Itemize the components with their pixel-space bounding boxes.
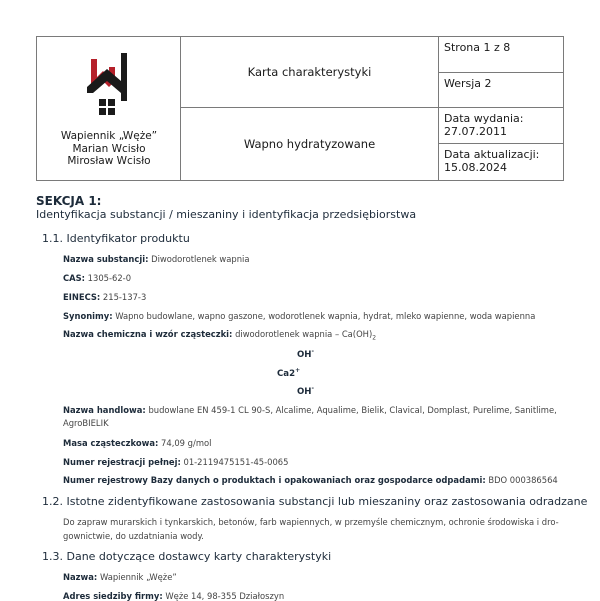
section-title: SEKCJA 1: bbox=[36, 194, 102, 208]
company-logo-icon bbox=[87, 53, 131, 123]
version: Wersja 2 bbox=[439, 73, 563, 108]
logo-cell bbox=[37, 37, 181, 180]
formula-text: OH bbox=[297, 349, 312, 360]
section-subtitle: Identyfikacja substancji / mieszaniny i identyfikacja przedsiębiorstwa bbox=[36, 208, 417, 221]
cas-row bbox=[63, 273, 131, 283]
formula-oh-top bbox=[297, 348, 314, 360]
issue-date bbox=[439, 108, 563, 144]
field-value: budowlane EN 459-1 CL 90-S, Alcalime, Aqualime, Bielik, Clavical, Domplast, Purelime, Sanitlime, bbox=[145, 405, 557, 415]
field-label: Numer rejestrowy Bazy danych o produktach i opakowaniach oraz gospodarce odpadami: bbox=[63, 475, 486, 485]
formula-sup: + bbox=[295, 367, 301, 374]
field-label: Nazwa substancji: bbox=[63, 254, 149, 264]
substance-name-row bbox=[63, 254, 250, 264]
trade-name-row-cont: AgroBIELIK bbox=[63, 418, 109, 428]
synonyms-row bbox=[63, 311, 535, 321]
uses-line-2: gownictwie, do uzdatniania wody. bbox=[63, 531, 204, 541]
supplier-name-row bbox=[63, 572, 177, 582]
formula-sup: - bbox=[311, 385, 314, 392]
update-date-value: 15.08.2024 bbox=[444, 161, 507, 174]
update-date bbox=[439, 144, 563, 180]
trade-name-row bbox=[63, 405, 557, 415]
field-label: Nazwa chemiczna i wzór cząsteczki: bbox=[63, 329, 233, 339]
formula-text: Ca2 bbox=[277, 368, 296, 379]
update-date-label: Data aktualizacji: bbox=[444, 148, 540, 161]
company-line-2: Marian Wcisło bbox=[72, 142, 146, 155]
field-value: Diwodorotlenek wapnia bbox=[148, 254, 250, 264]
subsection-1-1-heading: 1.1. Identyfikator produktu bbox=[42, 232, 190, 245]
field-label: Numer rejestracji pełnej: bbox=[63, 457, 181, 467]
field-value: Wapiennik „Węże” bbox=[97, 572, 177, 582]
molar-mass-row bbox=[63, 438, 211, 448]
issue-date-label: Data wydania: bbox=[444, 112, 524, 125]
field-label: CAS: bbox=[63, 273, 86, 283]
uses-line-1: Do zapraw murarskich i tynkarskich, betonów, farb wapiennych, w przemyśle chemicznym, ochronie środowiska i dro- bbox=[63, 517, 559, 527]
field-value: diwodorotlenek wapnia – Ca(OH) bbox=[232, 329, 373, 339]
uses-paragraph bbox=[63, 515, 563, 543]
formula-ca bbox=[277, 367, 300, 379]
company-line-1: Wapiennik „Węże” bbox=[60, 130, 158, 142]
chemical-name-row bbox=[63, 329, 376, 342]
field-label: Synonimy: bbox=[63, 311, 113, 321]
formula-oh-bottom bbox=[297, 385, 314, 397]
field-value: Węże 14, 98-355 Działoszyn bbox=[162, 591, 285, 601]
field-value: 74,09 g/mol bbox=[158, 438, 212, 448]
formula-text: OH bbox=[297, 386, 312, 397]
issue-date-value: 27.07.2011 bbox=[444, 125, 507, 138]
product-name: Wapno hydratyzowane bbox=[181, 108, 439, 180]
field-value: Wapno budowlane, wapno gaszone, wodorotlenek wapnia, hydrat, mleko wapienne, woda wapienna bbox=[112, 311, 536, 321]
subsection-1-3-heading: 1.3. Dane dotyczące dostawcy karty charakterystyki bbox=[42, 550, 332, 563]
company-name bbox=[37, 130, 181, 168]
company-line-3: Mirosław Wcisło bbox=[67, 155, 151, 167]
field-label: Adres siedziby firmy: bbox=[63, 591, 163, 601]
field-label: Nazwa handlowa: bbox=[63, 405, 146, 415]
bdo-row bbox=[63, 475, 558, 485]
field-label: Masa cząsteczkowa: bbox=[63, 438, 159, 448]
header-table bbox=[36, 36, 564, 181]
page-number: Strona 1 z 8 bbox=[439, 37, 563, 73]
doc-title: Karta charakterystyki bbox=[181, 37, 439, 108]
field-value: BDO 000386564 bbox=[485, 475, 558, 485]
einecs-row bbox=[63, 292, 146, 302]
field-value: 215-137-3 bbox=[100, 292, 147, 302]
field-label: EINECS: bbox=[63, 292, 101, 302]
field-value: 01-2119475151-45-0065 bbox=[180, 457, 289, 467]
field-label: Nazwa: bbox=[63, 572, 98, 582]
subsection-1-2-heading: 1.2. Istotne zidentyfikowane zastosowania substancji lub mieszaniny oraz zastosowania odradzane bbox=[42, 495, 588, 508]
field-value: 1305-62-0 bbox=[85, 273, 132, 283]
registration-row bbox=[63, 457, 288, 467]
subscript: 2 bbox=[372, 334, 377, 342]
formula-sup: - bbox=[311, 348, 314, 355]
